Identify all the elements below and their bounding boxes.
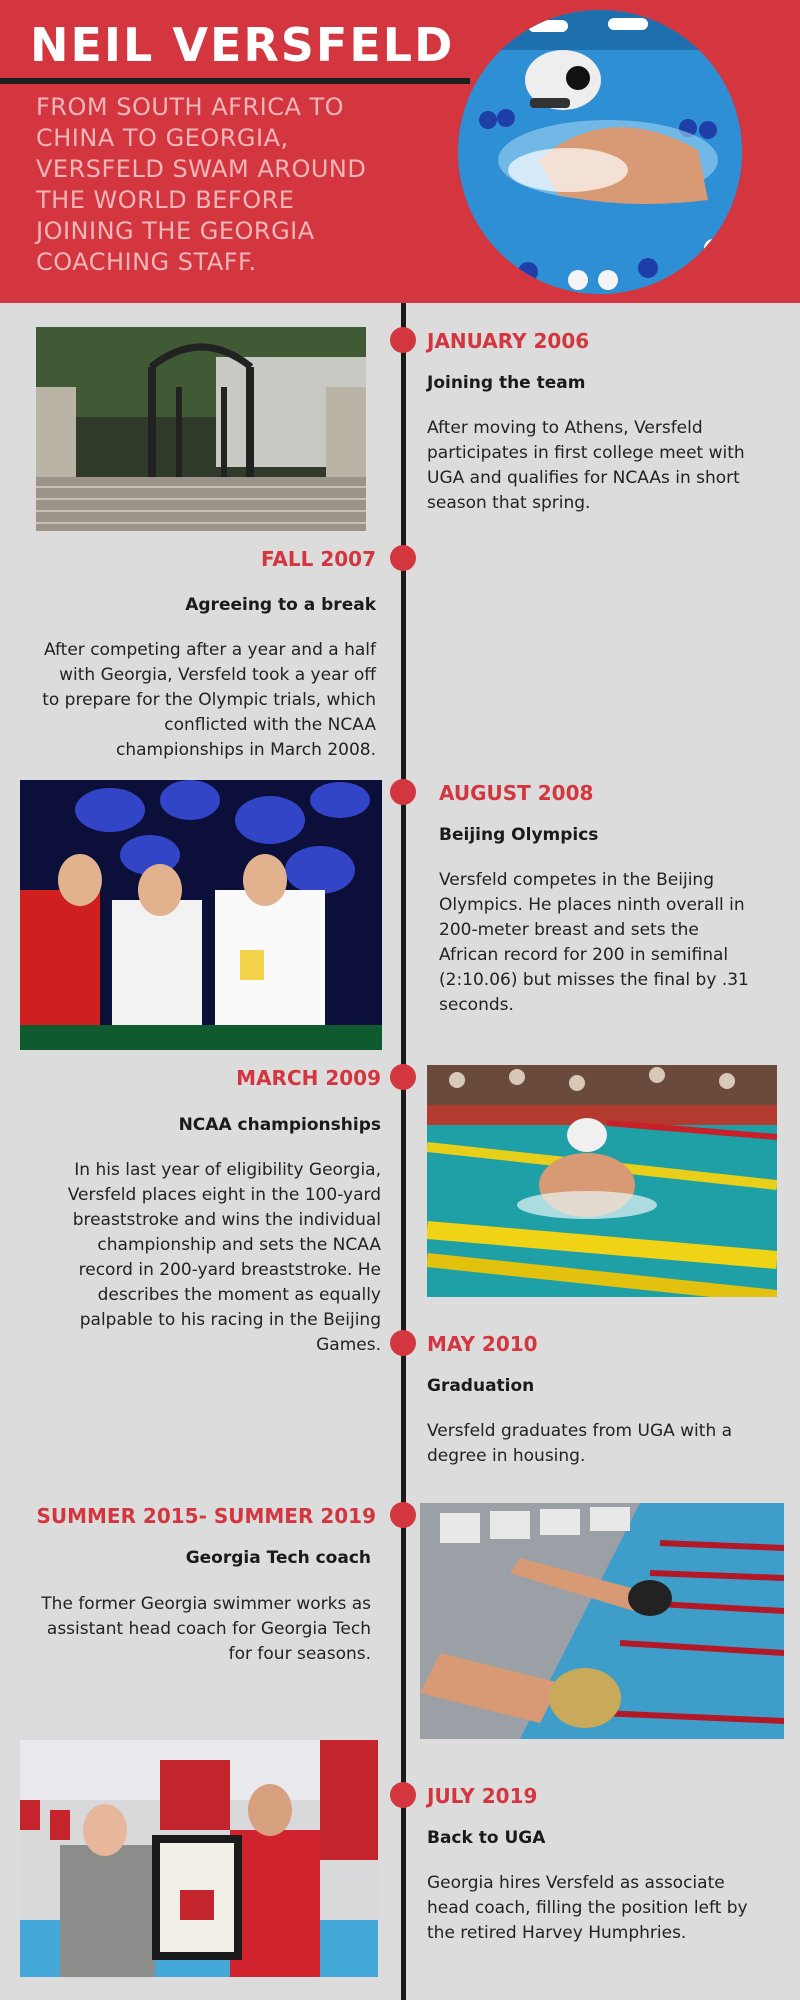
timeline-dot	[390, 545, 416, 571]
event-heading: Graduation	[427, 1376, 535, 1396]
georgia-arch-photo	[36, 327, 366, 531]
page-subtitle: FROM SOUTH AFRICA TO CHINA TO GEORGIA, VERSFELD SWAM AROUND THE WORLD BEFORE JOINING THE GEORGIA COACHING STAFF.	[36, 93, 367, 276]
event-body: Versfeld graduates from UGA with a degree in housing.	[427, 1421, 733, 1466]
event-body: After competing after a year and a half with Georgia, Versfeld took a year off to prepare for the Olympic trials, which conflicted with the NCAA championships in March 2008.	[42, 640, 376, 760]
event-body: Georgia hires Versfeld as associate head coach, filling the position left by the retired Harvey Humphries.	[427, 1873, 748, 1943]
timeline-dot	[390, 1502, 416, 1528]
event-heading: Georgia Tech coach	[185, 1548, 371, 1568]
event-date: JANUARY 2006	[427, 329, 590, 353]
title-underline	[0, 78, 470, 84]
event-date: SUMMER 2015- SUMMER 2019	[36, 1504, 376, 1528]
timeline-dot	[390, 1330, 416, 1356]
page-title: NEIL VERSFELD	[30, 18, 455, 72]
event-heading: Agreeing to a break	[185, 595, 376, 615]
event-heading: Back to UGA	[427, 1828, 546, 1848]
event-body: The former Georgia swimmer works as assistant head coach for Georgia Tech for four seasons.	[41, 1594, 371, 1664]
event-date: JULY 2019	[427, 1784, 538, 1808]
event-date: FALL 2007	[261, 547, 376, 571]
event-body: After moving to Athens, Versfeld participates in first college meet with UGA and qualifies for NCAAs in short season that spring.	[427, 418, 745, 513]
georgia-tech-swimmers-photo	[420, 1503, 784, 1739]
timeline-dot	[390, 1064, 416, 1090]
timeline-dot	[390, 1782, 416, 1808]
ncaa-swimmer-photo	[427, 1065, 777, 1297]
event-body: Versfeld competes in the Beijing Olympics. He places ninth overall in 200-meter breast and sets the African record for 200 in semifinal (2:10.06) but misses the final by .31 seconds.	[439, 870, 749, 1015]
header-banner	[0, 0, 800, 303]
timeline-dot	[390, 327, 416, 353]
event-date: MARCH 2009	[236, 1066, 381, 1090]
event-date: AUGUST 2008	[439, 781, 594, 805]
hero-swimmer-photo	[458, 10, 742, 294]
event-heading: NCAA championships	[178, 1115, 381, 1135]
event-heading: Joining the team	[427, 373, 586, 393]
beijing-olympics-photo	[20, 780, 382, 1050]
event-heading: Beijing Olympics	[439, 825, 599, 845]
back-to-uga-photo	[20, 1740, 378, 1977]
event-date: MAY 2010	[427, 1332, 538, 1356]
event-body: In his last year of eligibility Georgia, Versfeld places eight in the 100-yard breaststroke and wins the individual championship and sets the NCAA record in 200-yard breaststroke. He describes the moment as equally palpable to his racing in the Beijing Games.	[67, 1160, 381, 1355]
timeline-dot	[390, 779, 416, 805]
